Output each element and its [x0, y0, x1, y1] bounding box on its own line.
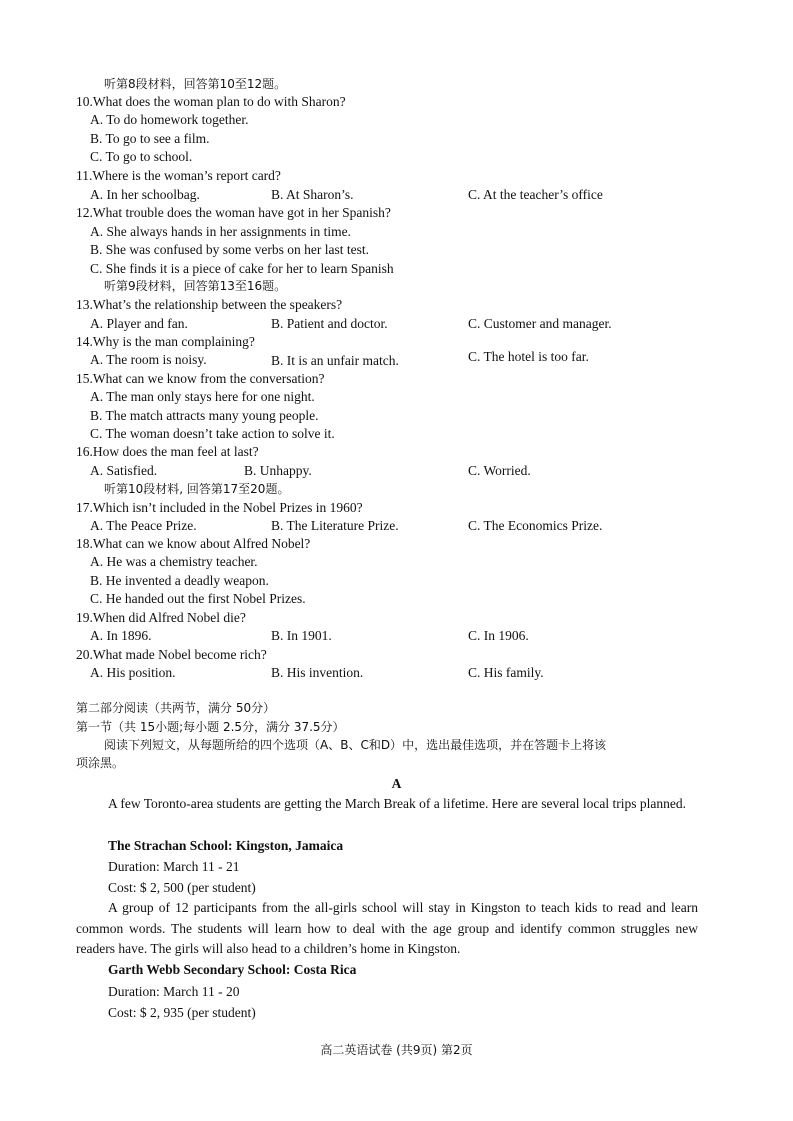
question-stem: 13.What’s the relationship between the speakers? — [76, 297, 343, 312]
trip-cost: Cost: $ 2, 935 (per student) — [108, 1005, 256, 1020]
option-b: B. The match attracts many young people. — [90, 408, 319, 423]
instruction-line: 阅读下列短文，从每题所给的四个选项（A、B、C和D）中，选出最佳选项，并在答题卡上将该 — [104, 738, 607, 752]
option-c: C. The woman doesn’t take action to solve it. — [90, 426, 335, 441]
option-b: B. The Literature Prize. — [271, 518, 399, 533]
school-title: Garth Webb Secondary School: Costa Rica — [108, 962, 357, 977]
section-heading: 第一节（共 15小题;每小题 2.5分，满分 37.5分） — [76, 720, 345, 734]
option-b: B. In 1901. — [271, 628, 332, 643]
option-a: A. Satisfied. — [90, 463, 158, 478]
option-b: B. He invented a deadly weapon. — [90, 573, 269, 588]
option-a: A. In 1896. — [90, 628, 152, 643]
question-stem: 16.How does the man feel at last? — [76, 444, 259, 459]
instruction-line: 项涂黑。 — [76, 756, 125, 770]
question-stem: 17.Which isn’t included in the Nobel Prizes in 1960? — [76, 500, 363, 515]
school-title: The Strachan School: Kingston, Jamaica — [108, 838, 344, 853]
question-stem: 18.What can we know about Alfred Nobel? — [76, 536, 311, 551]
listening-section-intro: 听第9段材料，回答第13至16题。 — [104, 279, 287, 293]
option-a: A. The Peace Prize. — [90, 518, 197, 533]
option-c: C. His family. — [468, 665, 544, 680]
trip-cost: Cost: $ 2, 500 (per student) — [108, 880, 256, 895]
school-paragraph: A group of 12 participants from the all-girls school will stay in Kingston to teach kids to read and learn common words. The students will learn how to deal with the age group and identify common struggles new readers have. The girls will also head to a children’s home in Kingston. — [76, 900, 698, 956]
option-c: C. She finds it is a piece of cake for her to learn Spanish — [90, 261, 394, 276]
trip-duration: Duration: March 11 - 21 — [108, 859, 240, 874]
option-a: A. His position. — [90, 665, 176, 680]
listening-section-intro: 听第10段材料, 回答第17至20题。 — [104, 482, 290, 496]
option-a: A. Player and fan. — [90, 316, 188, 331]
option-b: B. Patient and doctor. — [271, 316, 388, 331]
question-stem: 14.Why is the man complaining? — [76, 334, 255, 349]
option-b: B. To go to see a film. — [90, 131, 210, 146]
question-stem: 20.What made Nobel become rich? — [76, 647, 267, 662]
passage-letter: A — [391, 776, 402, 791]
option-a: A. He was a chemistry teacher. — [90, 554, 258, 569]
option-b: B. Unhappy. — [244, 463, 312, 478]
option-c: C. He handed out the first Nobel Prizes. — [90, 591, 306, 606]
option-a: A. To do homework together. — [90, 112, 249, 127]
option-a: A. The man only stays here for one night. — [90, 389, 315, 404]
option-a: A. In her schoolbag. — [90, 187, 200, 202]
listening-section-intro: 听第8段材料，回答第10至12题。 — [104, 77, 287, 91]
question-stem: 15.What can we know from the conversation? — [76, 371, 325, 386]
option-b: B. At Sharon’s. — [271, 187, 354, 202]
option-c: C. In 1906. — [468, 628, 529, 643]
option-c: C. Worried. — [468, 463, 531, 478]
option-c: C. At the teacher’s office — [468, 187, 603, 202]
option-b: B. His invention. — [271, 665, 364, 680]
part-heading: 第二部分阅读（共两节，满分 50分） — [76, 701, 276, 715]
intro-paragraph: A few Toronto-area students are getting the March Break of a lifetime. Here are several local trips planned. — [108, 796, 686, 811]
option-b: B. It is an unfair match. — [271, 353, 399, 368]
option-c: C. The hotel is too far. — [468, 349, 589, 364]
page-footer: 高二英语试卷 (共9页) 第2页 — [320, 1043, 473, 1057]
question-stem: 12.What trouble does the woman have got in her Spanish? — [76, 205, 391, 220]
option-c: C. To go to school. — [90, 149, 193, 164]
question-stem: 11.Where is the woman’s report card? — [76, 168, 281, 183]
option-a: A. She always hands in her assignments in time. — [90, 224, 351, 239]
option-a: A. The room is noisy. — [90, 352, 207, 367]
option-b: B. She was confused by some verbs on her last test. — [90, 242, 369, 257]
question-stem: 19.When did Alfred Nobel die? — [76, 610, 246, 625]
option-c: C. The Economics Prize. — [468, 518, 603, 533]
question-stem: 10.What does the woman plan to do with Sharon? — [76, 94, 346, 109]
trip-duration: Duration: March 11 - 20 — [108, 984, 240, 999]
option-c: C. Customer and manager. — [468, 316, 612, 331]
